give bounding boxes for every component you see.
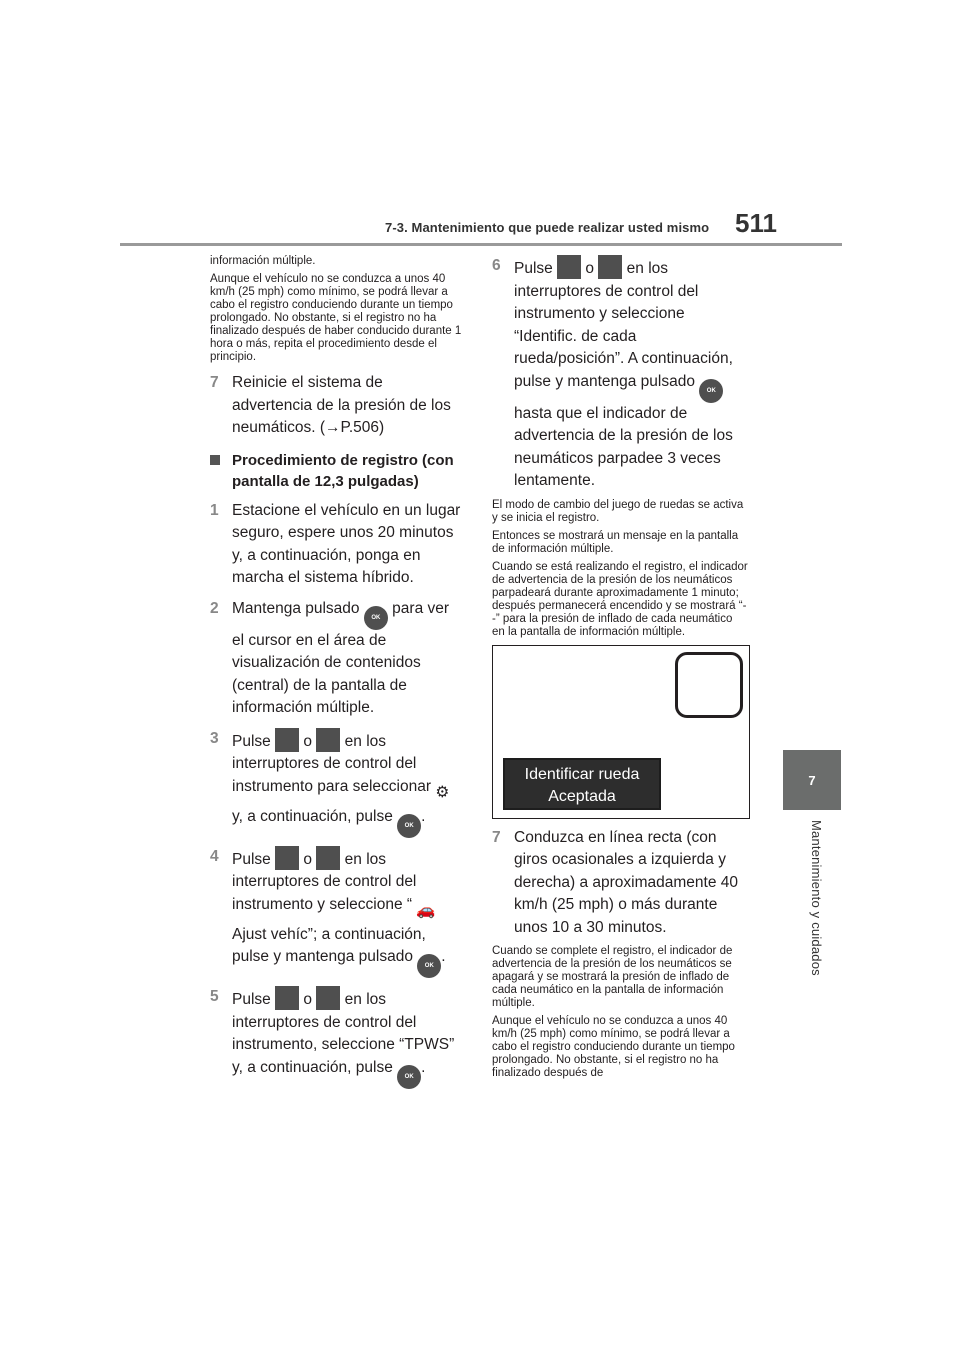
step-text: hasta que el indicador de advertencia de la presión de los neumáticos parpadee 3 veces lentamente. bbox=[514, 404, 733, 489]
chapter-tab: 7 bbox=[783, 750, 841, 810]
tire-pressure-warning-icon bbox=[675, 652, 743, 718]
step-text: y, a continuación, pulse bbox=[232, 807, 393, 825]
step-text: para ver el cursor en el área de visualización de contenidos (central) de la pantalla de información múltiple. bbox=[232, 599, 450, 716]
gear-icon: ⚙ bbox=[435, 783, 450, 801]
step-text: Pulse bbox=[232, 991, 271, 1008]
step-text: Pulse bbox=[232, 732, 271, 750]
step-number: 7 bbox=[210, 374, 219, 391]
square-bullet-icon bbox=[210, 450, 232, 492]
step-text: o bbox=[303, 732, 313, 750]
step-number: 3 bbox=[210, 729, 219, 747]
step-5 bbox=[210, 986, 465, 1089]
note: Entonces se mostrará un mensaje en la pantalla de información múltiple. bbox=[492, 529, 739, 555]
down-arrow-icon bbox=[316, 986, 340, 1010]
step-1 bbox=[210, 500, 465, 590]
left-column bbox=[210, 255, 465, 1095]
ok-button-icon: OK bbox=[417, 954, 441, 978]
up-arrow-icon bbox=[275, 846, 299, 870]
step-text: Mantenga pulsado bbox=[232, 599, 360, 617]
dashboard-illustration bbox=[492, 645, 750, 819]
step-text: Conduzca en línea recta (con giros ocasionales a izquierda y derecha) a aproximadamente 40 km/h (25 mph) o más durante unos 10 a 30 minutos. bbox=[514, 828, 739, 936]
step-text: o bbox=[585, 260, 595, 277]
step-text: Pulse bbox=[514, 260, 553, 277]
note: Aunque el vehículo no se conduzca a unos 40 km/h (25 mph) como mínimo, se podrá llevar a cabo el registro conduciendo durante un tiempo prolongado. No obstante, si el registro no ha finalizado después de bbox=[492, 1015, 735, 1079]
note: información múltiple. bbox=[210, 255, 316, 267]
up-arrow-icon bbox=[275, 728, 299, 752]
step-7 bbox=[492, 827, 748, 940]
step-text: . bbox=[421, 1058, 426, 1076]
header-rule bbox=[120, 243, 842, 246]
ok-button-icon: OK bbox=[364, 606, 388, 630]
step-number: 1 bbox=[210, 501, 219, 519]
note: Aunque el vehículo no se conduzca a unos 40 km/h (25 mph) como mínimo, se podrá llevar a cabo el registro conduciendo durante un tiempo prolongado. No obstante, si el registro no ha finalizado después de haber conducido durante 1 hora o más, repita el procedimiento desde el principio. bbox=[210, 273, 462, 363]
step-text: Reinicie el sistema de advertencia de la presión de los neumáticos. (→P.506) bbox=[232, 374, 451, 436]
note: El modo de cambio del juego de ruedas se activa y se inicia el registro. bbox=[492, 498, 744, 524]
down-arrow-icon bbox=[316, 728, 340, 752]
section-title: 7-3. Mantenimiento que puede realizar usted mismo bbox=[385, 220, 710, 235]
down-arrow-icon bbox=[316, 846, 340, 870]
car-settings-icon: 🚗 bbox=[416, 901, 436, 919]
display-message bbox=[503, 758, 661, 810]
step-text: . bbox=[421, 807, 426, 825]
step-7 bbox=[210, 372, 465, 440]
step-2 bbox=[210, 598, 465, 720]
message-line: Aceptada bbox=[548, 787, 616, 805]
up-arrow-icon bbox=[557, 255, 581, 279]
step-number: 2 bbox=[210, 599, 219, 617]
note: Cuando se complete el registro, el indicador de advertencia de la presión de los neumáticos se apagará y se mostrará la presión de inflado de cada neumático en la pantalla de información múltiple. bbox=[492, 945, 733, 1009]
step-number: 7 bbox=[492, 828, 501, 846]
heading-text: Procedimiento de registro (con pantalla de 12,3 pulgadas) bbox=[232, 451, 454, 490]
step-6 bbox=[492, 255, 748, 493]
chapter-label: Mantenimiento y cuidados bbox=[809, 820, 824, 976]
ok-button-icon: OK bbox=[397, 1065, 421, 1089]
right-column bbox=[492, 255, 748, 1085]
step-number: 6 bbox=[492, 257, 501, 274]
ok-button-icon: OK bbox=[397, 814, 421, 838]
message-line: Identificar rueda bbox=[524, 765, 640, 783]
step-number: 4 bbox=[210, 847, 219, 865]
step-text: en los interruptores de control del instrumento y seleccione “Identific. de cada rueda/posición”. A continuación, pulse y mantenga pulsado bbox=[514, 260, 733, 390]
note: Cuando se está realizando el registro, el indicador de advertencia de la presión de los neumáticos parpadeará durante aproximadamente 1 minuto; después permanecerá encendido y se mostrará “--” para la presión de inflado de cada neumático en la pantalla de información múltiple. bbox=[492, 560, 748, 638]
step-text: Estacione el vehículo en un lugar seguro, espere unos 20 minutos y, a continuación, ponga en marcha el sistema híbrido. bbox=[232, 501, 461, 586]
step-3 bbox=[210, 728, 465, 838]
step-4 bbox=[210, 846, 465, 979]
step-text: o bbox=[303, 991, 313, 1008]
step-text: Ajust vehíc”; a continuación, pulse y mantenga pulsado bbox=[232, 925, 426, 965]
step-text: en los interruptores de control del instrumento, seleccione “TPWS” y, a continuación, pulse bbox=[232, 991, 455, 1076]
step-text: en los interruptores de control del instrumento para seleccionar bbox=[232, 732, 432, 795]
down-arrow-icon bbox=[598, 255, 622, 279]
step-text: . bbox=[441, 948, 446, 965]
page-number: 511 bbox=[735, 208, 777, 238]
step-text: en los interruptores de control del instrumento y seleccione “ bbox=[232, 850, 417, 913]
step-text: Pulse bbox=[232, 850, 271, 868]
step-text: o bbox=[303, 850, 313, 868]
ok-button-icon: OK bbox=[699, 379, 723, 403]
up-arrow-icon bbox=[275, 986, 299, 1010]
section-heading bbox=[210, 450, 465, 492]
step-number: 5 bbox=[210, 988, 219, 1005]
